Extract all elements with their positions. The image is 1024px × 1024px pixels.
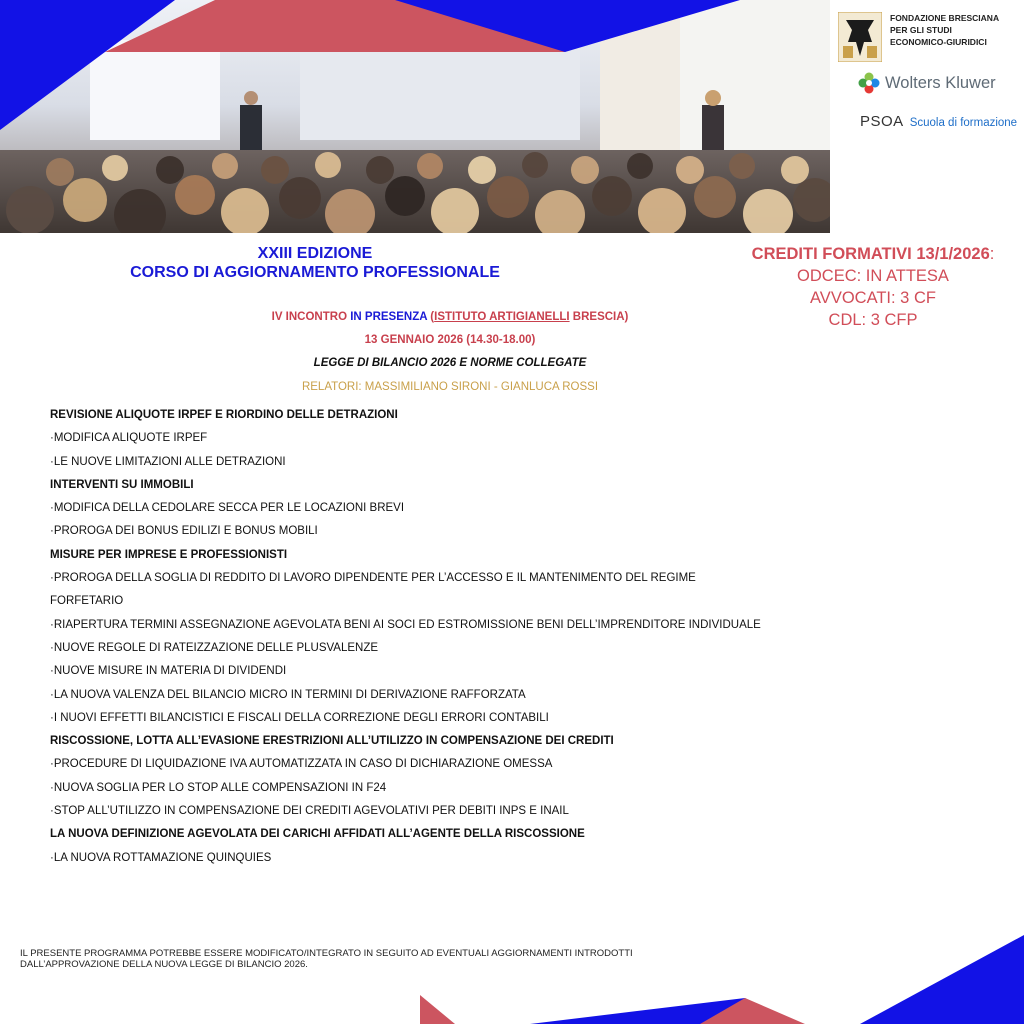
psoa-name: PSOA (860, 113, 904, 130)
wolters-kluwer-logo (858, 72, 996, 94)
program-section-heading: RISCOSSIONE, LOTTA ALL’EVASIONE ERESTRIZIONI ALL’UTILIZZO IN COMPENSAZIONE DEI CREDITI (50, 735, 614, 748)
credits-box (728, 243, 1018, 331)
program-item: ·NUOVE MISURE IN MATERIA DI DIVIDENDI (50, 665, 287, 678)
wk-flower-icon (858, 72, 880, 94)
program-item: ·LE NUOVE LIMITAZIONI ALLE DETRAZIONI (50, 455, 286, 468)
program-item: ·PROROGA DEI BONUS EDILIZI E BONUS MOBILI (50, 525, 318, 538)
venue-name: ISTITUTO ARTIGIANELLI (434, 311, 570, 323)
meeting-mode: IN PRESENZA (350, 311, 428, 323)
program-item: ·PROCEDURE DI LIQUIDAZIONE IVA AUTOMATIZZATA IN CASO DI DICHIARAZIONE OMESSA (50, 758, 553, 771)
credits-title-suffix: : (989, 245, 995, 263)
venue-open: ( (427, 311, 435, 323)
conference-audience-photo (0, 0, 830, 233)
program-item: ·MODIFICA DELLA CEDOLARE SECCA PER LE LOCAZIONI BREVI (50, 502, 405, 515)
program-item: ·NUOVE REGOLE DI RATEIZZAZIONE DELLE PLUSVALENZE (50, 641, 379, 654)
program-item: ·LA NUOVA VALENZA DEL BILANCIO MICRO IN TERMINI DI DERIVAZIONE RAFFORZATA (50, 688, 526, 701)
meeting-line (200, 311, 700, 323)
edition-title (90, 244, 540, 282)
venue-close: BRESCIA) (569, 311, 629, 323)
fondazione-name: FONDAZIONE BRESCIANA PER GLI STUDI ECONOMICO-GIURIDICI (890, 13, 1000, 47)
program-section-heading: LA NUOVA DEFINIZIONE AGEVOLATA DEI CARICHI AFFIDATI ALL’AGENTE DELLA RISCOSSIONE (50, 828, 585, 841)
psoa-logo (860, 113, 1017, 130)
program-item: ·I NUOVI EFFETTI BILANCISTICI E FISCALI DELLA CORREZIONE DEGLI ERRORI CONTABILI (50, 711, 549, 724)
footer-line1: IL PRESENTE PROGRAMMA POTREBBE ESSERE MODIFICATO/INTEGRATO IN SEGUITO AD EVENTUALI AGGIORNAMENTI INTRODOTTI (20, 948, 633, 959)
footer-note (20, 948, 780, 970)
credits-cdl: CDL: 3 CFP (828, 311, 918, 329)
meeting-date: 13 GENNAIO 2026 (14.30-18.00) (364, 334, 536, 346)
psoa-tagline: Scuola di formazione (909, 117, 1018, 129)
program-item: ·LA NUOVA ROTTAMAZIONE QUINQUIES (50, 851, 272, 864)
wolters-kluwer-name: Wolters Kluwer (885, 73, 996, 92)
hero-photo (0, 0, 830, 233)
edition-line1: XXIII EDIZIONE (257, 245, 373, 262)
credits-odcec: ODCEC: IN ATTESA (797, 267, 949, 285)
fondazione-logo (838, 12, 999, 62)
credits-title: CREDITI FORMATIVI 13/1/2026 (751, 245, 990, 263)
program-item: FORFETARIO (50, 595, 124, 608)
meeting-topic: LEGGE DI BILANCIO 2026 E NORME COLLEGATE (313, 357, 587, 369)
credits-avvocati: AVVOCATI: 3 CF (810, 289, 936, 307)
program-list (50, 404, 910, 870)
program-item: ·STOP ALL’UTILIZZO IN COMPENSAZIONE DEI CREDITI AGEVOLATIVI PER DEBITI INPS E INAIL (50, 805, 569, 818)
program-section-heading: REVISIONE ALIQUOTE IRPEF E RIORDINO DELLE DETRAZIONI (50, 409, 398, 421)
footer-line2: DALL’APPROVAZIONE DELLA NUOVA LEGGE DI BILANCIO 2026. (20, 959, 308, 970)
program-item: ·MODIFICA ALIQUOTE IRPEF (50, 432, 208, 445)
program-item: ·PROROGA DELLA SOGLIA DI REDDITO DI LAVORO DIPENDENTE PER L’ACCESSO E IL MANTENIMENTO DEL REGIME (50, 572, 696, 585)
meeting-speakers: RELATORI: MASSIMILIANO SIRONI - GIANLUCA ROSSI (301, 381, 599, 393)
program-section-heading: INTERVENTI SU IMMOBILI (50, 478, 194, 491)
program-item: ·RIAPERTURA TERMINI ASSEGNAZIONE AGEVOLATA BENI AI SOCI ED ESTROMISSIONE BENI DELL’IMPRENDITORE INDIVIDUALE (50, 618, 761, 631)
edition-line2: CORSO DI AGGIORNAMENTO PROFESSIONALE (130, 264, 500, 281)
program-section-heading: MISURE PER IMPRESE E PROFESSIONISTI (50, 548, 288, 561)
meeting-prefix: IV INCONTRO (271, 311, 351, 323)
program-item: ·NUOVA SOGLIA PER LO STOP ALLE COMPENSAZIONI IN F24 (50, 781, 387, 794)
fondazione-seal-icon (838, 12, 882, 62)
